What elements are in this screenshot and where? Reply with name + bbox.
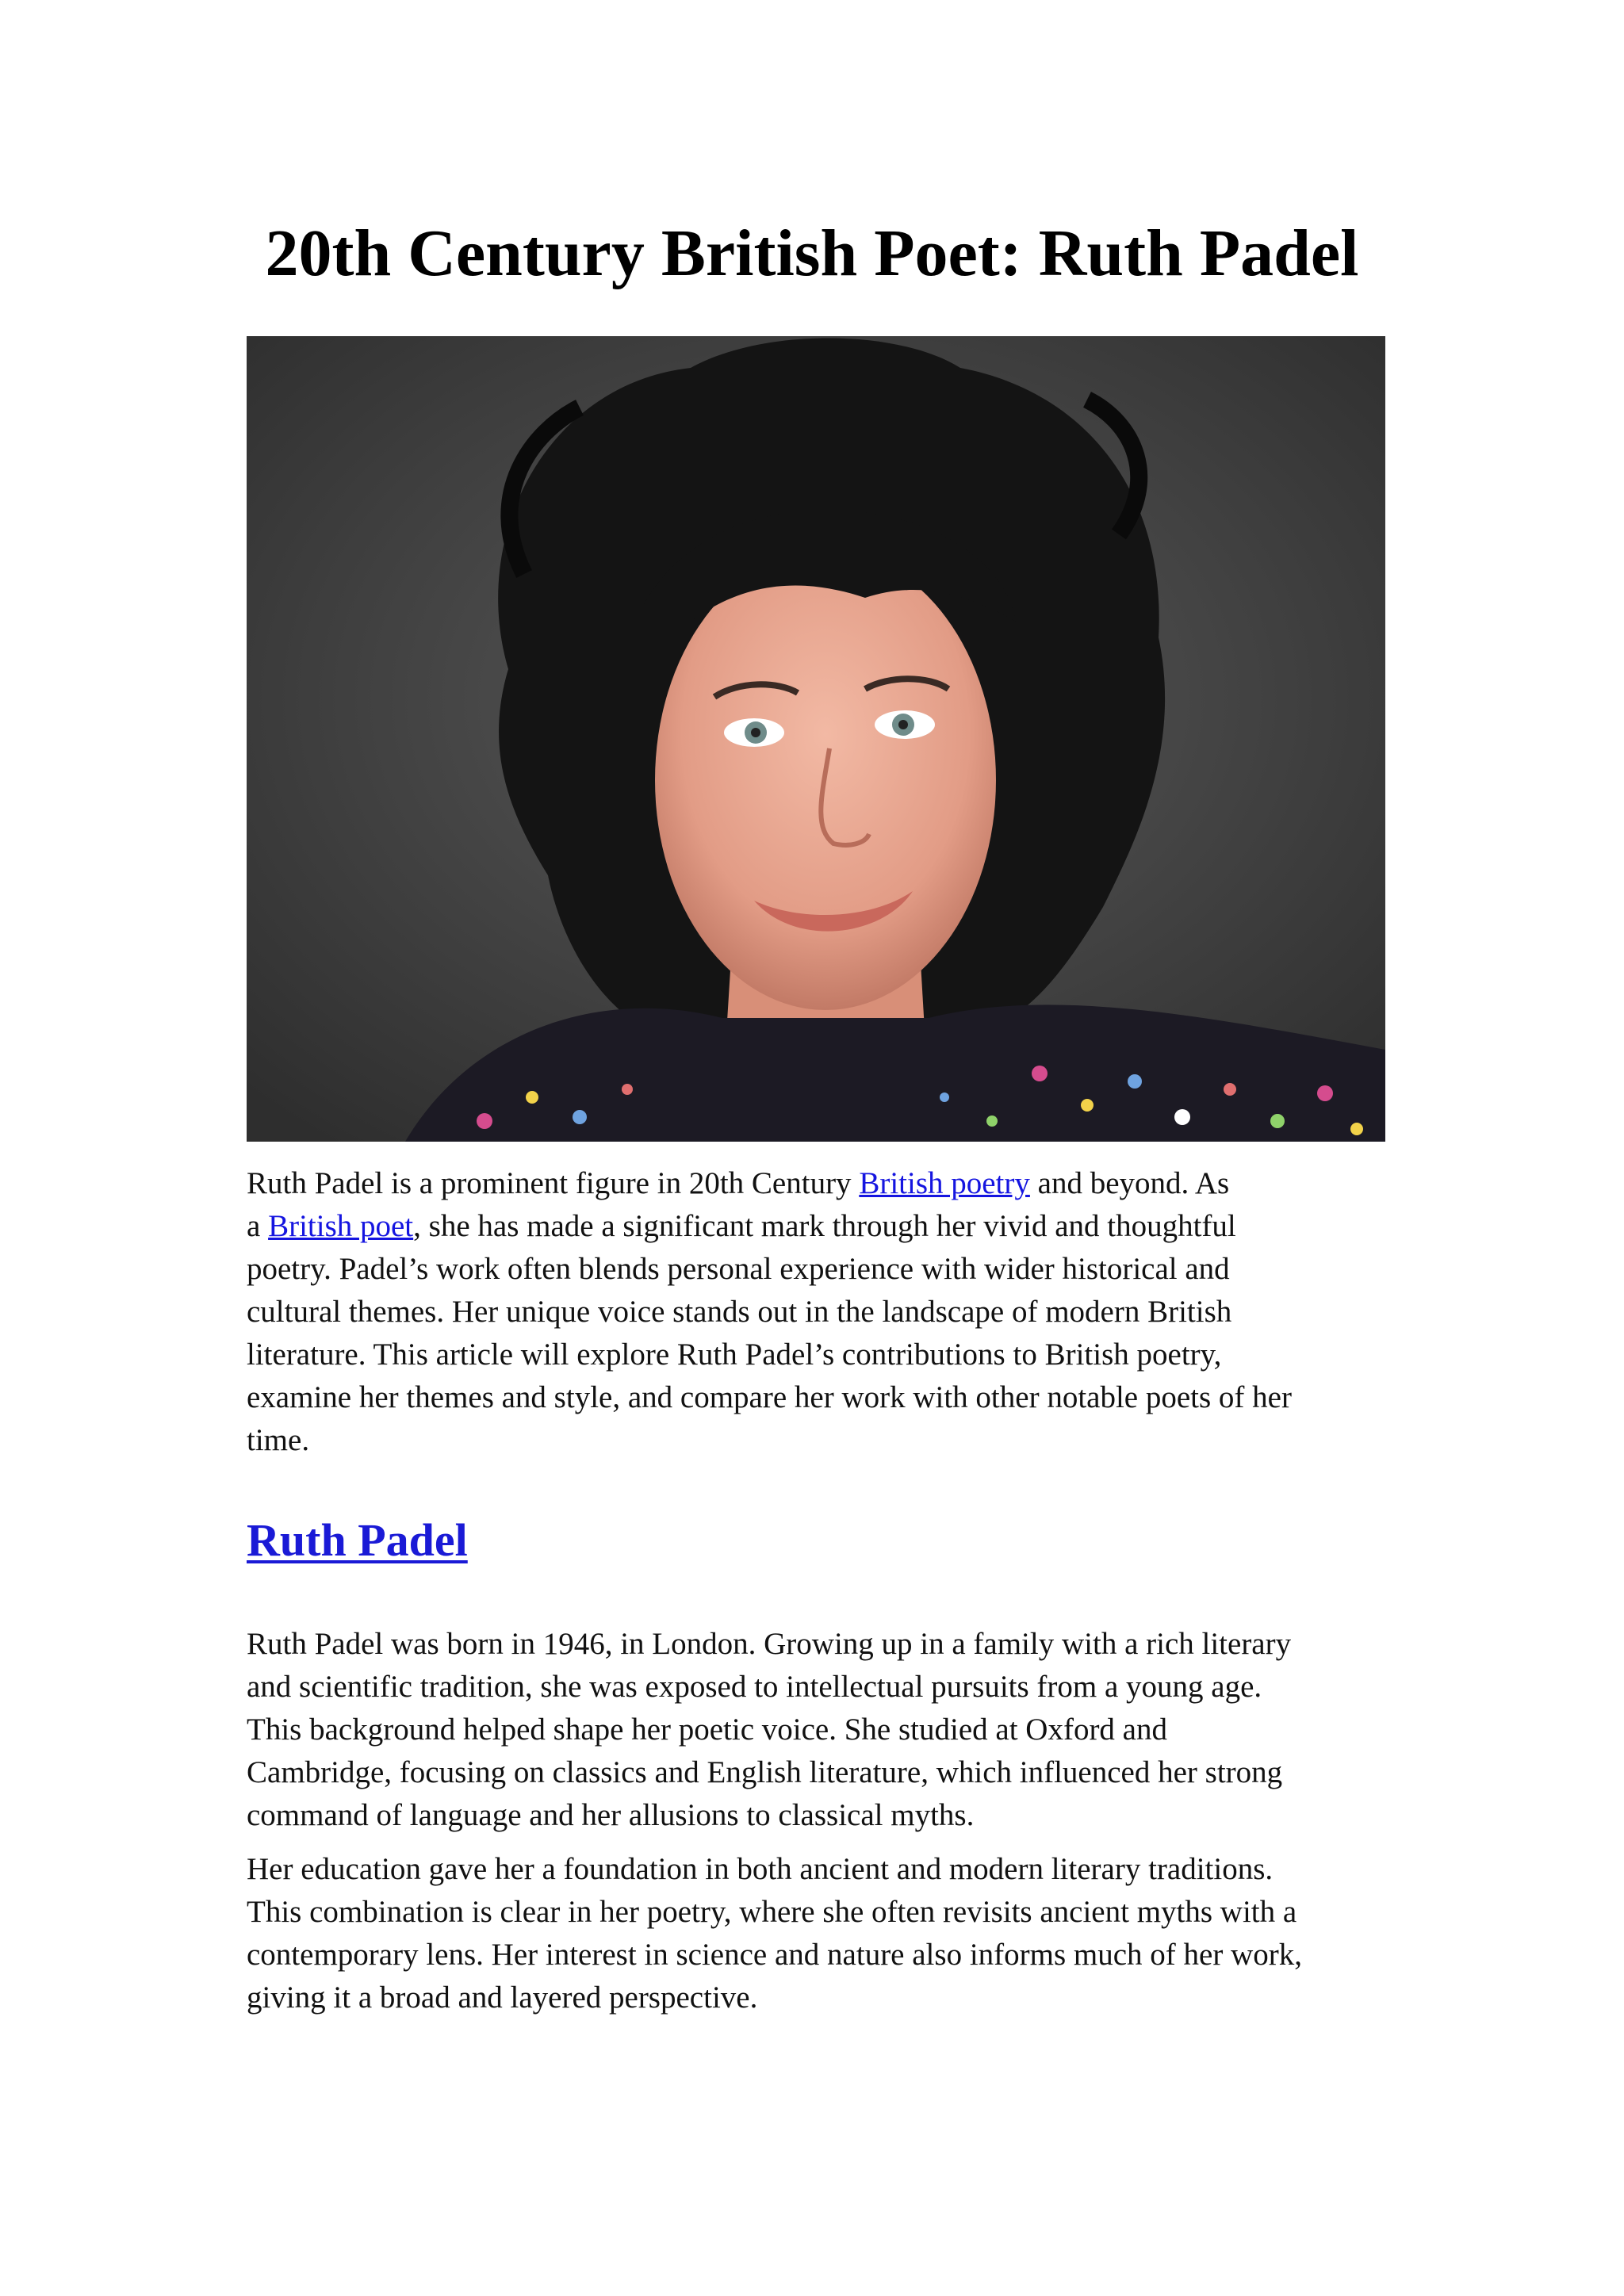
- section-heading: [247, 1513, 468, 1568]
- paragraph-line: and scientific tradition, she was exposed to intellectual pursuits from a young age.: [247, 1670, 1262, 1704]
- paragraph-line: Her education gave her a foundation in both ancient and modern literary traditions.: [247, 1852, 1274, 1886]
- paragraph-line: contemporary lens. Her interest in science and nature also informs much of her work,: [247, 1938, 1302, 1972]
- intro-text: time.: [247, 1423, 310, 1457]
- intro-text: literature. This article will explore Ruth Padel’s contributions to British poetry,: [247, 1337, 1222, 1372]
- intro-paragraph: [247, 1162, 1388, 1462]
- education-paragraph: [247, 1848, 1388, 2019]
- intro-text: cultural themes. Her unique voice stands out in the landscape of modern British: [247, 1295, 1232, 1329]
- biography-paragraph: [247, 1623, 1388, 1837]
- intro-text: a: [247, 1209, 269, 1243]
- paragraph-line: Ruth Padel was born in 1946, in London. Growing up in a family with a rich literary: [247, 1627, 1292, 1661]
- intro-text: and beyond. As: [1029, 1166, 1230, 1200]
- intro-text: Ruth Padel is a prominent figure in 20th Century: [247, 1166, 860, 1200]
- intro-text: poetry. Padel’s work often blends personal experience with wider historical and: [247, 1252, 1230, 1286]
- page-title: 20th Century British Poet: Ruth Padel: [265, 216, 1359, 290]
- portrait-photo: [247, 336, 1385, 1142]
- paragraph-line: This combination is clear in her poetry, where she often revisits ancient myths with a: [247, 1895, 1297, 1929]
- intro-text: examine her themes and style, and compare her work with other notable poets of her: [247, 1380, 1292, 1414]
- british-poet-link[interactable]: British poet: [268, 1209, 414, 1243]
- paragraph-line: Cambridge, focusing on classics and English literature, which influenced her strong: [247, 1755, 1283, 1789]
- paragraph-line: This background helped shape her poetic voice. She studied at Oxford and: [247, 1712, 1167, 1747]
- paragraph-line: giving it a broad and layered perspective.: [247, 1980, 758, 2015]
- ruth-padel-heading-link[interactable]: Ruth Padel: [247, 1514, 468, 1566]
- paragraph-line: command of language and her allusions to classical myths.: [247, 1798, 975, 1832]
- british-poetry-link[interactable]: British poetry: [859, 1166, 1030, 1200]
- intro-text: , she has made a significant mark through her vivid and thoughtful: [413, 1209, 1236, 1243]
